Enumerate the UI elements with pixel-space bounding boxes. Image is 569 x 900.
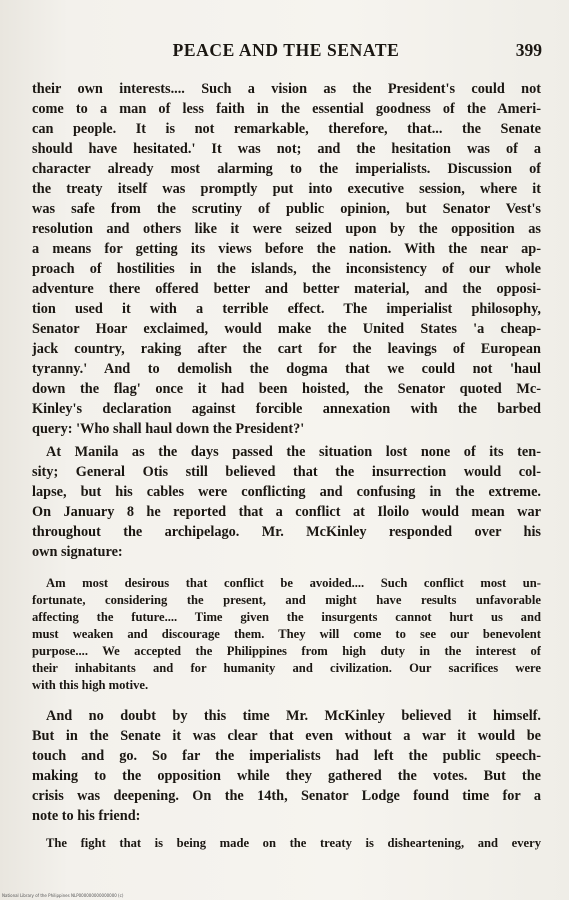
- text-line: tion used it with a terrible effect. The imperialist philosophy,: [32, 301, 541, 317]
- text-line: their own interests.... Such a vision as the President's could not: [32, 81, 541, 97]
- text-line: down the flag' once it had been hoisted, the Senator quoted Mc-: [32, 381, 541, 397]
- text-line: adventure there offered better and better material, and the opposi-: [32, 281, 541, 297]
- text-line: crisis was deepening. On the 14th, Senator Lodge found time for a: [32, 788, 541, 804]
- text-line: come to a man of less faith in the essential goodness of the Ameri-: [32, 101, 541, 117]
- text-line: query: 'Who shall haul down the President?': [32, 421, 305, 437]
- text-line: own signature:: [32, 544, 123, 560]
- text-line: Kinley's declaration against forcible annexation with the barbed: [32, 401, 541, 417]
- text-line: making to the opposition while they gathered the votes. But the: [32, 768, 541, 784]
- quote-line: their inhabitants and for humanity and civilization. Our sacrifices were: [32, 661, 541, 675]
- text-line: should have hesitated.' It was not; and the hesitation was of a: [32, 141, 541, 157]
- text-line: proach of hostilities in the islands, the inconsistency of our whole: [32, 261, 541, 277]
- text-line: the treaty itself was promptly put into executive session, where it: [32, 181, 541, 197]
- text-line: tyranny.' And to demolish the dogma that we could not 'haul: [32, 361, 541, 377]
- text-line: note to his friend:: [32, 808, 141, 824]
- quote-line: Am most desirous that conflict be avoided.... Such conflict most un-: [46, 576, 541, 590]
- text-line: On January 8 he reported that a conflict at Iloilo would mean war: [32, 504, 541, 520]
- text-line: And no doubt by this time Mr. McKinley believed it himself.: [46, 708, 541, 724]
- page-header: [30, 40, 542, 64]
- text-line: At Manila as the days passed the situation lost none of its ten-: [46, 444, 541, 460]
- text-line: sity; General Otis still believed that the insurrection would col-: [32, 464, 541, 480]
- text-line: lapse, but his cables were conflicting and confusing in the extreme.: [32, 484, 541, 500]
- quote-line: fortunate, considering the present, and might have results unfavorable: [32, 593, 541, 607]
- library-footer: National Library of the Philippines NLP000000000000000 (c): [2, 893, 124, 898]
- quote-line: purpose.... We accepted the Philippines from high duty in the interest of: [32, 644, 541, 658]
- text-line: character already most alarming to the imperialists. Discussion of: [32, 161, 541, 177]
- text-line: a means for getting its views before the nation. With the near ap-: [32, 241, 541, 257]
- text-line: throughout the archipelago. Mr. McKinley responded over his: [32, 524, 541, 540]
- text-line: touch and go. So far the imperialists had left the public speech-: [32, 748, 541, 764]
- text-line: can people. It is not remarkable, therefore, that... the Senate: [32, 121, 541, 137]
- text-line: was safe from the scrutiny of public opinion, but Senator Vest's: [32, 201, 541, 217]
- running-head: PEACE AND THE SENATE: [172, 40, 400, 60]
- text-line: Senator Hoar exclaimed, would make the United States 'a cheap-: [32, 321, 541, 337]
- quote-line: with this high motive.: [32, 678, 149, 692]
- text-line: jack country, raking after the cart for the leavings of European: [32, 341, 541, 357]
- text-line: But in the Senate it was clear that even without a war it would be: [32, 728, 541, 744]
- quote-line: must weaken and discourage them. They will come to see our benevolent: [32, 627, 541, 641]
- text-line: resolution and others like it were seized upon by the opposition as: [32, 221, 541, 237]
- quote-line: The fight that is being made on the treaty is disheartening, and every: [46, 836, 541, 850]
- page-number: 399: [515, 40, 542, 60]
- quote-line: affecting the future.... Time given the insurgents cannot hurt us and: [32, 610, 541, 624]
